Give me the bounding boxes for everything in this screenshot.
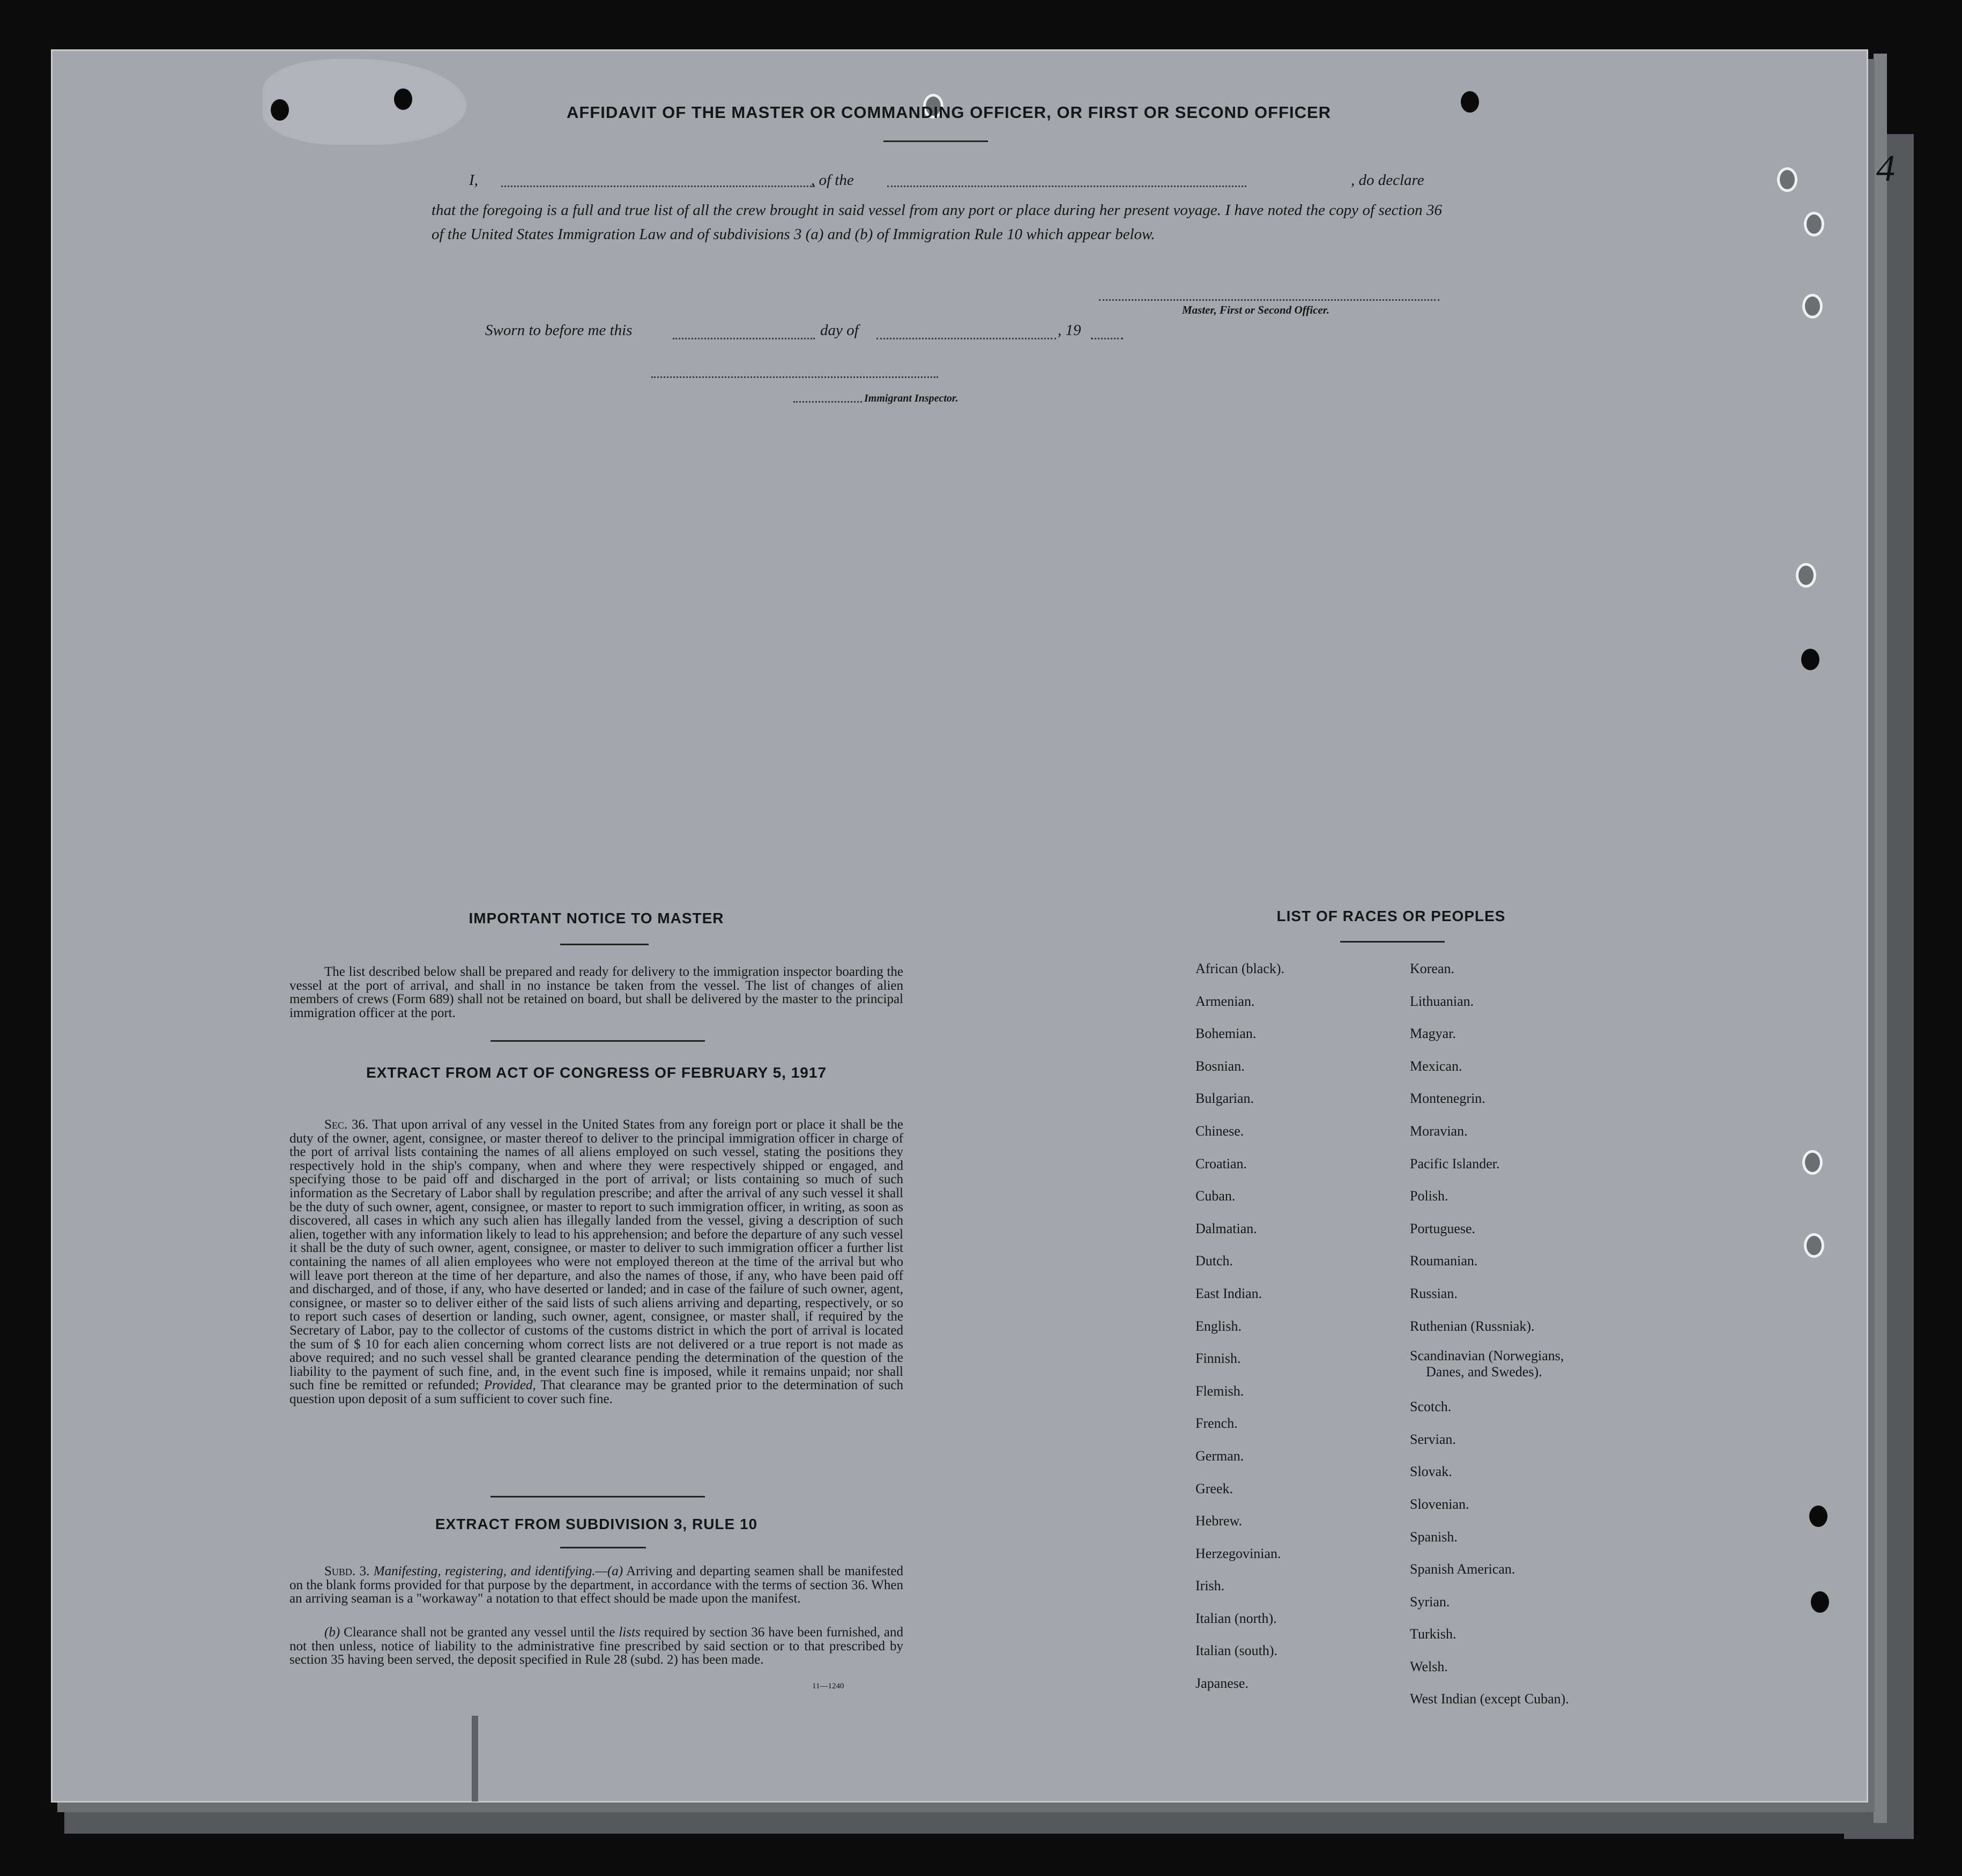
race-item: Pacific Islander. bbox=[1410, 1155, 1500, 1171]
bottom-sheet-edge bbox=[64, 1812, 1866, 1834]
sworn-line bbox=[485, 322, 1128, 343]
race-item: Spanish American. bbox=[1410, 1561, 1515, 1577]
race-item: Korean. bbox=[1410, 961, 1455, 976]
race-item: Greek. bbox=[1195, 1480, 1233, 1496]
affidavit-body: that the foregoing is a full and true list of all the crew brought in said vessel from any port or place during her present voyage. I have noted the copy of section 36 of the United States Immigration Law and of subdivisions 3 (a) and (b) of Immigration Rule 10 which appear below. bbox=[432, 202, 1442, 243]
section-body-end: That clearance may be granted prior to the determination of such question upon deposit of a sum sufficient to cover such fine. bbox=[289, 1378, 904, 1406]
race-item: Polish. bbox=[1410, 1188, 1448, 1204]
race-item: Dalmatian. bbox=[1195, 1220, 1257, 1236]
races-title-rule bbox=[1340, 941, 1445, 943]
race-item: English. bbox=[1195, 1318, 1242, 1334]
races-column-1 bbox=[1195, 953, 1284, 1700]
name-blank[interactable] bbox=[501, 186, 815, 187]
race-item: East Indian. bbox=[1195, 1285, 1262, 1301]
race-item: Irish. bbox=[1195, 1578, 1225, 1594]
race-item: Bohemian. bbox=[1195, 1026, 1257, 1042]
binder-ring bbox=[1804, 212, 1824, 236]
race-item: Spanish. bbox=[1410, 1529, 1458, 1545]
sworn-month-blank[interactable] bbox=[876, 338, 1056, 339]
race-item: Scotch. bbox=[1410, 1399, 1452, 1415]
races-column-2 bbox=[1410, 953, 1569, 1716]
race-item: Lithuanian. bbox=[1410, 993, 1474, 1009]
master-signature-blank[interactable] bbox=[1099, 299, 1439, 301]
race-item: Slovenian. bbox=[1410, 1496, 1469, 1512]
sworn-year-blank[interactable] bbox=[1091, 338, 1123, 339]
affidavit-declare-label: , do declare bbox=[1351, 172, 1424, 189]
binder-hole bbox=[271, 99, 289, 121]
extract-act-title: EXTRACT FROM ACT OF CONGRESS OF FEBRUARY 5, 1917 bbox=[366, 1064, 827, 1081]
race-item: Flemish. bbox=[1195, 1383, 1244, 1399]
subd-label: Subd. 3. bbox=[324, 1564, 370, 1578]
race-item: Montenegrin. bbox=[1410, 1091, 1485, 1107]
race-item: Slovak. bbox=[1410, 1464, 1452, 1480]
binder-ring bbox=[1796, 563, 1816, 588]
fold-crease bbox=[472, 1716, 478, 1801]
race-item: Herzegovinian. bbox=[1195, 1545, 1281, 1561]
affidavit-line-1 bbox=[432, 172, 1442, 193]
race-item: Bosnian. bbox=[1195, 1058, 1245, 1074]
binder-hole bbox=[1461, 91, 1479, 113]
race-item: Croatian. bbox=[1195, 1155, 1247, 1171]
race-item: Armenian. bbox=[1195, 993, 1255, 1009]
race-item: French. bbox=[1195, 1415, 1238, 1432]
race-item: Danes, and Swedes). bbox=[1426, 1364, 1542, 1380]
affidavit-title: AFFIDAVIT OF THE MASTER OR COMMANDING OFFICER, OR FIRST OR SECOND OFFICER bbox=[566, 103, 1332, 122]
extract-rule-title: EXTRACT FROM SUBDIVISION 3, RULE 10 bbox=[435, 1516, 758, 1532]
section-label: Sec. 36. bbox=[324, 1117, 369, 1132]
day-of-label: day of bbox=[820, 322, 859, 339]
race-item: Dutch. bbox=[1195, 1253, 1233, 1269]
subd-b-text-1: Clearance shall not be granted any vessel until the bbox=[344, 1625, 615, 1640]
race-item: German. bbox=[1195, 1448, 1244, 1464]
inspector-label: Immigrant Inspector. bbox=[864, 392, 958, 404]
race-item: Syrian. bbox=[1410, 1593, 1450, 1610]
race-item: West Indian (except Cuban). bbox=[1410, 1691, 1569, 1707]
race-item: Moravian. bbox=[1410, 1123, 1468, 1139]
race-item: Bulgarian. bbox=[1195, 1091, 1254, 1107]
race-item: Turkish. bbox=[1410, 1626, 1456, 1642]
subdivision-b-text bbox=[289, 1626, 903, 1667]
race-item: Portuguese. bbox=[1410, 1220, 1476, 1236]
race-item: Welsh. bbox=[1410, 1658, 1448, 1674]
subdivision-3-text bbox=[289, 1564, 903, 1606]
subd-a-text: Arriving and departing seamen shall be manifested on the blank forms provided for that purpose by the department, in accordance with the terms of section 36. When an arriving seaman is a "workaway" a notation to that effect should be made upon the manifest. bbox=[289, 1564, 904, 1606]
binder-ring bbox=[1802, 294, 1823, 318]
notice-title: IMPORTANT NOTICE TO MASTER bbox=[469, 910, 724, 926]
binder-ring bbox=[1777, 167, 1797, 192]
binder-hole bbox=[1811, 1591, 1829, 1613]
extract-act-end-rule bbox=[490, 1496, 705, 1497]
binder-ring bbox=[1802, 1150, 1823, 1175]
race-item: Russian. bbox=[1410, 1285, 1458, 1301]
race-item: Scandinavian (Norwegians, bbox=[1410, 1348, 1564, 1364]
vessel-blank[interactable] bbox=[887, 186, 1246, 187]
binder-hole bbox=[1809, 1506, 1827, 1527]
sworn-day-blank[interactable] bbox=[673, 338, 815, 339]
provided-label: Provided, bbox=[484, 1378, 536, 1393]
race-item: Italian (south). bbox=[1195, 1643, 1278, 1659]
title-underline bbox=[883, 140, 988, 142]
back-sheet-edge-2 bbox=[1874, 54, 1887, 1823]
manifest-page bbox=[51, 49, 1868, 1803]
subd-b-text-2: required by section 36 have been furnished, and not then unless, notice of liability to the administrative fine prescribed by said section or to that prescribed by section 35 having been served, the deposit specified in Rule 28 (subd. 2) has been made. bbox=[289, 1625, 904, 1667]
inspector-lead-dots bbox=[793, 401, 862, 403]
b-label: (b) bbox=[324, 1625, 340, 1640]
binder-hole bbox=[394, 88, 412, 110]
race-item: Magyar. bbox=[1410, 1026, 1456, 1042]
section-36-text bbox=[289, 1118, 903, 1406]
races-title: LIST OF RACES OR PEOPLES bbox=[1276, 908, 1506, 924]
sworn-label: Sworn to before me this bbox=[485, 322, 633, 339]
race-item: Hebrew. bbox=[1195, 1513, 1243, 1529]
race-item: Ruthenian (Russniak). bbox=[1410, 1318, 1535, 1334]
race-item: Servian. bbox=[1410, 1431, 1456, 1447]
race-item: Italian (north). bbox=[1195, 1610, 1277, 1626]
race-item: African (black). bbox=[1195, 961, 1285, 976]
lists-word: lists bbox=[619, 1625, 641, 1640]
master-label: Master, First or Second Officer. bbox=[1182, 303, 1329, 316]
section-body: That upon arrival of any vessel in the United States from any foreign port or place it shall be the duty of the owner, agent, consignee, or master thereof to deliver to the principal immigration officer in charge of the port of arrival lists containing the names of all aliens employed on such vessel, stating the positions they respectively hold in the ship's company, when and where they were respectively shipped or engaged, and specifying those to be paid off and discharged in the port of arrival; or lists containing so much of such information as the Secretary of Labor shall by regulation prescribe; and after the arrival of any such vessel it shall be the duty of such owner, agent, consignee, or master to report to such immigration officer, in writing, as soon as discovered, all cases in which any such alien has illegally landed from the vessel, giving a description of such alien, together with any information likely to lead to his apprehension; and before the departure of any such vessel it shall be the duty of such owner, agent, consignee, or master to deliver to such immigration officer a further list containing the names of all alien employees who were not employed thereon at the time of the arrival but who will leave port thereon at the time of her departure, and also the names of those, if any, who have been paid off and discharged, and of those, if any, who have deserted or landed; and in case of the failure of such owner, agent, consignee, or master so to deliver either of the said lists of such aliens arriving and departing, respectively, or so to report such cases of desertion or landing, such owner, agent, consignee, or master shall, if required by the Secretary of Labor, pay to the collector of customs of the customs district in which the port of arrival is located the sum of $ 10 for each alien concerning whom correct lists are not delivered or a true report is not made as above required; and no such vessel shall be granted clearance pending the determination of the question of the liability to the payment of such fine, and, in the event such fine is imposed, while it remains unpaid; nor shall such fine be remitted or refunded; bbox=[289, 1117, 903, 1393]
affidavit-i-label: I, bbox=[469, 172, 478, 189]
race-item: Roumanian. bbox=[1410, 1253, 1478, 1269]
inspector-signature-blank[interactable] bbox=[651, 376, 938, 378]
extract-rule-title-rule bbox=[560, 1547, 646, 1548]
binder-ring bbox=[1804, 1233, 1824, 1258]
affidavit-of-label: , of the bbox=[811, 172, 854, 189]
race-item: Cuban. bbox=[1195, 1188, 1236, 1204]
race-item: Chinese. bbox=[1195, 1123, 1244, 1139]
binder-hole bbox=[1801, 649, 1819, 670]
year-label: , 19 bbox=[1058, 322, 1081, 339]
notice-text: The list described below shall be prepared and ready for delivery to the immigration inspector boarding the vessel at the port of arrival, and shall in no instance be taken from the vessel. The list of changes of alien members of crews (Form 689) shall not be retained on board, but shall be delivered by the master to the principal immigration officer at the port. bbox=[289, 965, 903, 1020]
race-item: Mexican. bbox=[1410, 1058, 1462, 1074]
notice-end-rule bbox=[490, 1040, 705, 1042]
notice-title-rule bbox=[560, 944, 649, 945]
race-item: Finnish. bbox=[1195, 1351, 1241, 1367]
form-number: 11—1240 bbox=[812, 1682, 844, 1690]
subd-title: Manifesting, registering, and identifying.—(a) bbox=[373, 1564, 623, 1578]
corner-handwritten-mark: 4 bbox=[1876, 148, 1895, 189]
race-item: Japanese. bbox=[1195, 1675, 1248, 1692]
